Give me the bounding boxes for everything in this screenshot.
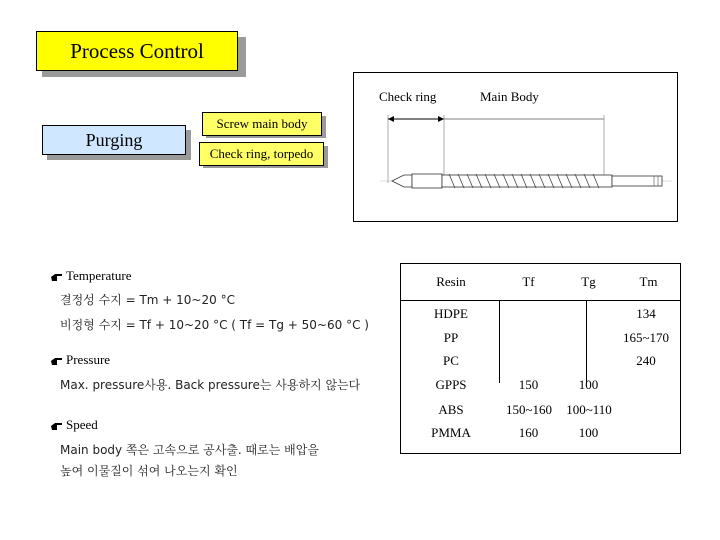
table-cell: 240 [636,353,656,368]
bullet-heading: Pressure [66,352,111,367]
resin-temperature-table [400,263,681,454]
table-cell: ABS [438,402,464,417]
bullet-temperature [50,268,132,284]
table-cell: 100 [578,425,599,440]
check-ring-label: Check ring [379,89,437,104]
table-cell: PC [443,353,459,368]
table-cell: GPPS [435,377,467,392]
table-cell: 100 [578,377,599,392]
bullet-text: Max. pressure사용. Back pressure는 사용하지 않는다 [60,378,361,392]
table-header: Tf [522,274,535,289]
bullet-heading: Temperature [66,268,132,283]
table-header: Tm [639,274,658,289]
table-cell: 150 [518,377,539,392]
table-cell: PP [443,330,459,345]
table-header: Resin [436,274,466,289]
table-cell: HDPE [434,306,468,321]
table-cell: 100~110 [566,402,612,417]
table-cell: 165~170 [622,330,670,345]
table-cell: 150~160 [505,402,553,417]
bullet-text: Main body 쪽은 고속으로 공사출. 때로는 배압을 [60,443,319,457]
bullet-text: 결정성 수지 = Tm + 10~20 °C [60,293,235,307]
bullet-pressure [50,352,110,368]
table-cell: 160 [518,425,539,440]
table-divider [401,300,680,301]
bullet-speed [50,417,98,433]
pointing-hand-icon [50,420,63,431]
table-cell: 134 [636,306,656,321]
table-column-divider [499,300,500,383]
bullet-heading: Speed [66,417,98,432]
pointing-hand-icon [50,355,63,366]
screw-main-body-label: Screw main body [202,112,322,136]
table-cell: PMMA [431,425,471,440]
pointing-hand-icon [50,271,63,282]
page-title: Process Control [36,31,238,71]
screw-tip-label: Check ring, torpedo [199,142,324,166]
main-body-label: Main Body [480,89,539,104]
section-label-purging: Purging [42,125,186,155]
table-header: Tg [581,274,596,289]
table-column-divider [586,300,587,383]
bullet-text: 높여 이물질이 섞여 나오는지 확인 [60,464,238,478]
bullet-text: 비정형 수지 = Tf + 10~20 °C ( Tf = Tg + 50~60 °C ) [60,318,369,332]
